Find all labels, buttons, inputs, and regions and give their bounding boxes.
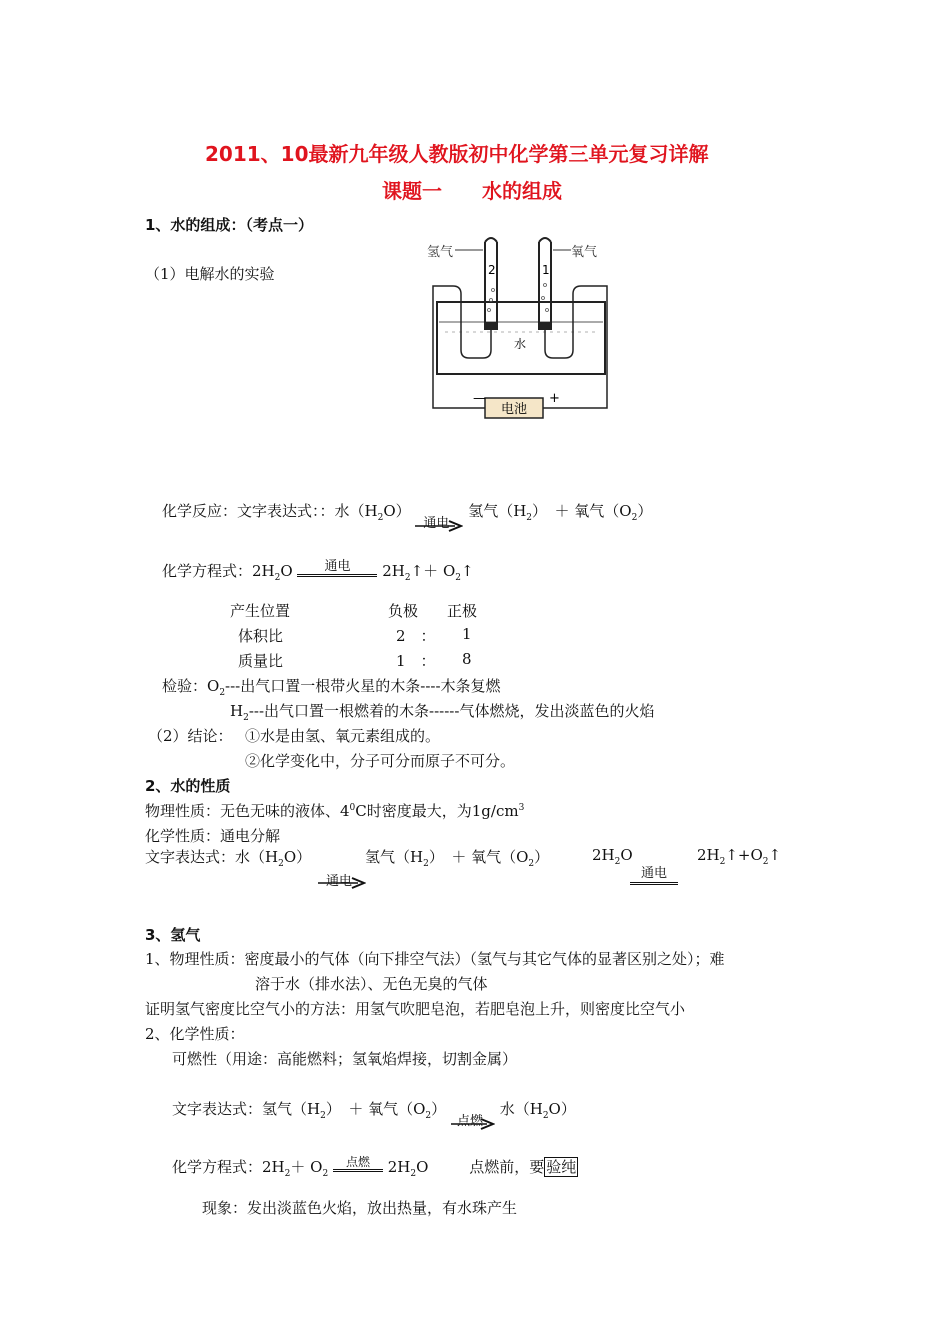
doc-subtitle: 课题一 水的组成 xyxy=(382,179,562,203)
water-physical: 物理性质：无色无味的液体、$4^0C$时密度最大，为$1g/cm^3$ xyxy=(145,802,525,820)
test-h2: $H_2---$出气口置一根燃着的木条------气体燃烧，发出淡蓝色的火焰 xyxy=(230,702,655,723)
water-word-equation: 文字表达式：水$(H_2O)$ xyxy=(145,848,312,869)
section2-heading: 2、水的性质 xyxy=(145,777,231,795)
tube-left xyxy=(485,238,497,330)
water-eq-left: $2H_2O$ xyxy=(592,846,633,867)
water-eq-right: $2H_2↑+O_2↑$ xyxy=(697,846,782,867)
conclusion-1: ①水是由氢、氧元素组成的。 xyxy=(245,727,441,745)
word-arrow-2: 通电 xyxy=(318,872,366,888)
h2-phenomenon: 现象：发出淡蓝色火焰，放出热量，有水珠产生 xyxy=(202,1199,518,1217)
table-row-mass: 质量比 xyxy=(238,652,284,670)
tube-right xyxy=(539,238,551,330)
word-equation-1: 化学反应：文字表达式：：水$(H_2O)$ 通电 氢气$(H_2)$ ＋ 氧气$(O_2)$ xyxy=(162,502,653,531)
o2-label: 氧气 xyxy=(571,245,598,260)
chemical-equation-1: 化学方程式：$2H_2O$ 通电 $2H_2↑+$ $O_2↑$ xyxy=(162,559,474,583)
table-header-positive: 正极 xyxy=(447,602,478,620)
wire-right xyxy=(543,286,607,408)
table-cell-mass-neg: 1 ： xyxy=(396,652,436,670)
water-word-products: 氢气$(H_2)$ ＋ 氧气$(O_2)$ xyxy=(365,848,550,869)
plus-sign: + xyxy=(549,391,560,406)
doc-title: 2011、10最新九年级人教版初中化学第三单元复习详解 xyxy=(205,142,709,166)
electrode-left xyxy=(486,322,496,330)
battery-label: 电池 xyxy=(500,402,528,417)
conclusion-label: （2）结论： xyxy=(148,727,233,745)
table-header-label: 产生位置 xyxy=(230,602,291,620)
table-cell-volume-neg: 2 ： xyxy=(396,627,436,645)
arrow-icon xyxy=(451,1118,495,1130)
water-eq-condition: 通电 xyxy=(630,866,678,885)
h2-chemical-equation: 化学方程式：$2H_2+ O_2$ 点燃 $2H_2O$ 点燃前，要 验纯 xyxy=(172,1155,577,1179)
arrow-icon xyxy=(415,520,463,532)
h2-density-proof: 证明氢气密度比空气小的方法：用氢气吹肥皂泡，若肥皂泡上升，则密度比空气小 xyxy=(145,1000,686,1018)
table-cell-volume-pos: 1 xyxy=(462,625,472,643)
table-cell-mass-pos: 8 xyxy=(462,650,472,668)
minus-sign: — xyxy=(473,391,486,406)
arrow-icon xyxy=(318,877,366,889)
table-header-negative: 负极 xyxy=(388,602,419,620)
h2-chemical-heading: 2、化学性质： xyxy=(145,1025,245,1043)
h2-combustibility: 可燃性（用途：高能燃料；氢氧焰焊接，切割金属） xyxy=(172,1050,518,1068)
experiment-label: （1）电解水的实验 xyxy=(145,265,275,283)
electrolysis-diagram xyxy=(425,230,615,420)
wire-left xyxy=(433,286,491,408)
water-label: 水 xyxy=(513,337,527,351)
tube2-label: 2 xyxy=(488,263,496,277)
section3-heading: 3、氢气 xyxy=(145,926,201,944)
h2-physical-cont: 溶于水（排水法）、无色无臭的气体 xyxy=(255,975,488,993)
tube1-label: 1 xyxy=(542,263,550,277)
electrode-right xyxy=(540,322,550,330)
test-o2: 检验：$O_2---$出气口置一根带火星的木条----木条复燃 xyxy=(162,677,501,698)
h2-word-equation: 文字表达式：氢气$(H_2)$ ＋ 氧气$(O_2)$ 点燃 水$(H_2O)$ xyxy=(172,1100,576,1129)
water-chemical: 化学性质：通电分解 xyxy=(145,827,281,845)
section1-heading: 1、水的组成：（考点一） xyxy=(145,216,313,234)
verify-purity-box: 验纯 xyxy=(546,1158,577,1176)
conclusion-2: ②化学变化中，分子可分而原子不可分。 xyxy=(245,752,516,770)
h2-label: 氢气 xyxy=(427,245,454,260)
h2-physical: 1、物理性质：密度最小的气体（向下排空气法）（氢气与其它气体的显著区别之处）；难 xyxy=(145,950,725,968)
table-row-volume: 体积比 xyxy=(238,627,284,645)
